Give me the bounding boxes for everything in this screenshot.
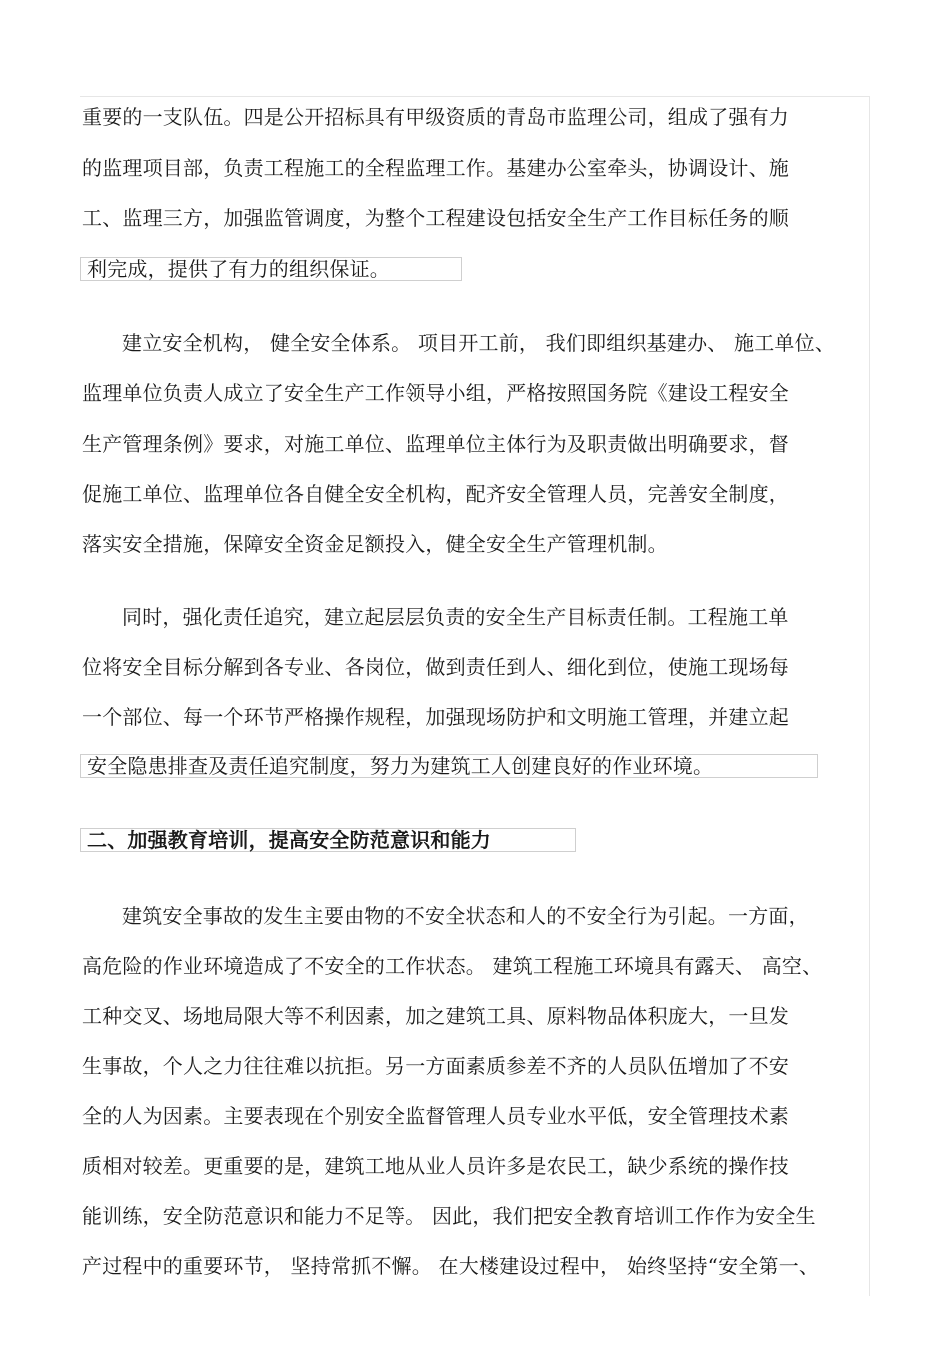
text-line: 工、监理三方，加强监管调度，为整个工程建设包括安全生产工作目标任务的顺 [82, 206, 789, 230]
text-line: 重要的一支队伍。四是公开招标具有甲级资质的青岛市监理公司，组成了强有力 [82, 105, 789, 129]
text-line-boxed: 利完成，提供了有力的组织保证。 [80, 257, 462, 281]
text-line: 促施工单位、监理单位各自健全安全机构，配齐安全管理人员，完善安全制度， [82, 482, 789, 506]
text-line: 能训练，安全防范意识和能力不足等。 因此，我们把安全教育培训工作作为安全生 [82, 1204, 816, 1228]
text-line: 高危险的作业环境造成了不安全的工作状态。 建筑工程施工环境具有露天、 高空、 [82, 954, 823, 978]
text-line: 位将安全目标分解到各专业、各岗位，做到责任到人、细化到位，使施工现场每 [82, 655, 789, 679]
text-line: 全的人为因素。主要表现在个别安全监督管理人员专业水平低，安全管理技术素 [82, 1104, 789, 1128]
text-line-boxed: 安全隐患排查及责任追究制度，努力为建筑工人创建良好的作业环境。 [80, 754, 818, 778]
text-line: 建立安全机构， 健全安全体系。 项目开工前， 我们即组织基建办、 施工单位、 [122, 331, 836, 355]
text-line: 工种交叉、场地局限大等不利因素，加之建筑工具、原料物品体积庞大，一旦发 [82, 1004, 789, 1028]
text-line: 的监理项目部，负责工程施工的全程监理工作。基建办公室牵头，协调设计、施 [82, 156, 789, 180]
text-line: 落实安全措施，保障安全资金足额投入，健全安全生产管理机制。 [82, 532, 668, 556]
text-line: 产过程中的重要环节， 坚持常抓不懈。 在大楼建设过程中， 始终坚持“安全第一、 [82, 1254, 820, 1278]
page-frame-top-border [80, 96, 870, 97]
text-line: 质相对较差。更重要的是，建筑工地从业人员许多是农民工，缺少系统的操作技 [82, 1154, 789, 1178]
text-line: 一个部位、每一个环节严格操作规程，加强现场防护和文明施工管理，并建立起 [82, 705, 789, 729]
text-line: 生产管理条例》要求，对施工单位、监理单位主体行为及职责做出明确要求，督 [82, 432, 789, 456]
page-frame-right-border [869, 96, 870, 1296]
section-heading: 二、加强教育培训，提高安全防范意识和能力 [80, 828, 576, 852]
text-line: 监理单位负责人成立了安全生产工作领导小组，严格按照国务院《建设工程安全 [82, 381, 789, 405]
text-line: 建筑安全事故的发生主要由物的不安全状态和人的不安全行为引起。一方面， [122, 904, 809, 928]
text-line: 生事故，个人之力往往难以抗拒。另一方面素质参差不齐的人员队伍增加了不安 [82, 1054, 789, 1078]
text-line: 同时，强化责任追究，建立起层层负责的安全生产目标责任制。工程施工单 [122, 605, 789, 629]
